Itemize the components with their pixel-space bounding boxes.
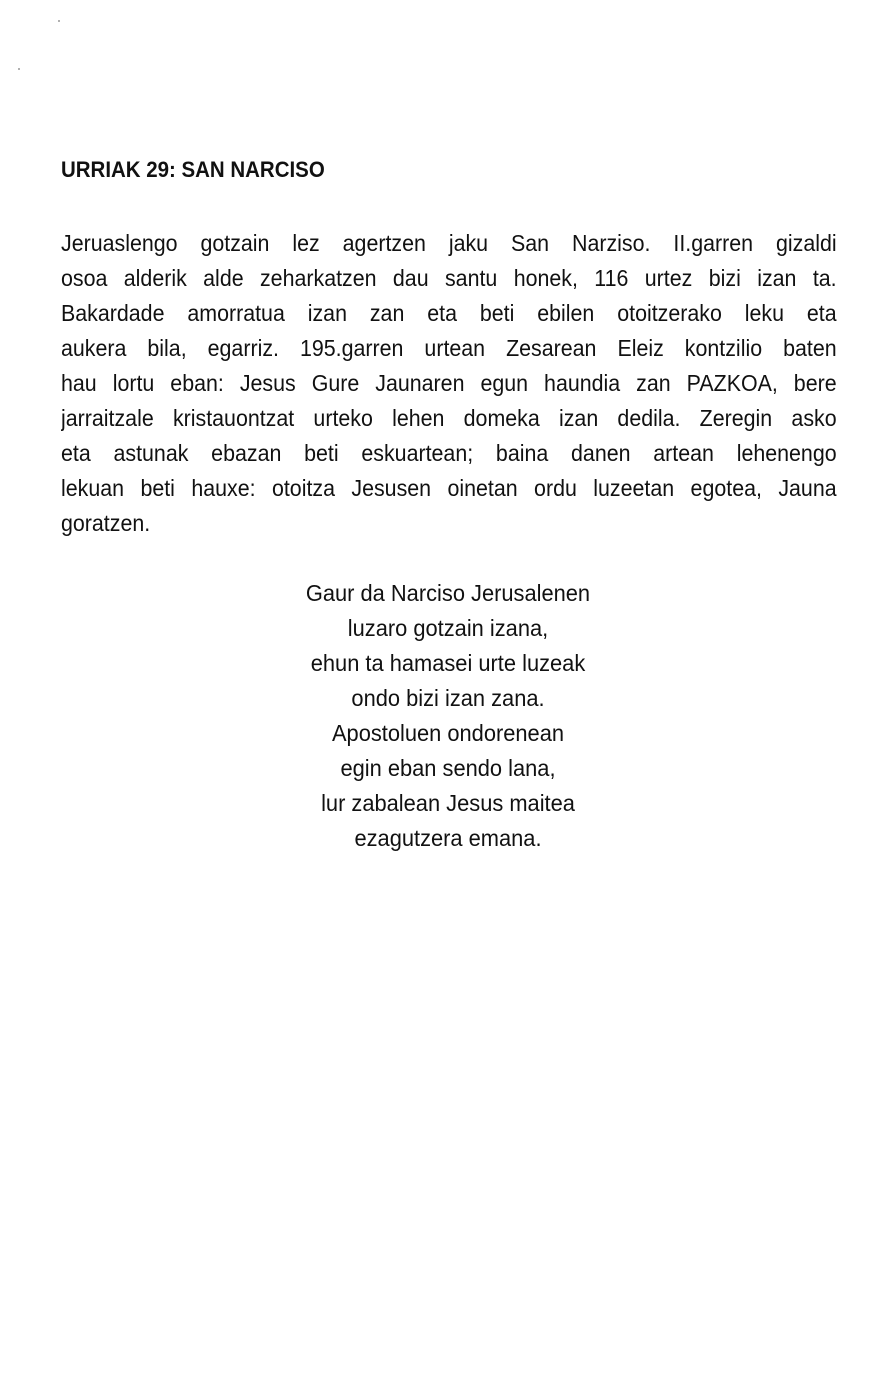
- paragraph-line: goratzen.: [61, 510, 151, 536]
- paragraph-line: osoa alderik alde zeharkatzen dau santu honek, 116 urtez bizi izan ta.: [61, 265, 837, 291]
- paragraph-line: hau lortu eban: Jesus Gure Jaunaren egun haundia zan PAZKOA, bere: [61, 370, 837, 396]
- poem-line: ezagutzera emana.: [354, 825, 542, 851]
- paragraph-line: Jeruaslengo gotzain lez agertzen jaku San Narziso. II.garren gizaldi: [61, 230, 837, 256]
- paragraph-line: eta astunak ebazan beti eskuartean; baina danen artean lehenengo: [61, 440, 837, 466]
- paragraph-line: Bakardade amorratua izan zan eta beti ebilen otoitzerako leku eta: [61, 300, 837, 326]
- poem-line: ondo bizi izan zana.: [351, 685, 545, 711]
- paragraph-line: lekuan beti hauxe: otoitza Jesusen oinetan ordu luzeetan egotea, Jauna: [61, 475, 837, 501]
- poem-line: egin eban sendo lana,: [340, 755, 556, 781]
- poem-line: ehun ta hamasei urte luzeak: [310, 650, 586, 676]
- paragraph-line: jarraitzale kristauontzat urteko lehen domeka izan dedila. Zeregin asko: [61, 405, 837, 431]
- poem-stanza: [248, 576, 648, 856]
- scan-speck: [18, 68, 20, 70]
- scan-speck: [58, 20, 60, 22]
- poem-line: Gaur da Narciso Jerusalenen: [305, 580, 591, 606]
- poem-line: lur zabalean Jesus maitea: [321, 790, 575, 816]
- page-title: URRIAK 29: SAN NARCISO: [61, 157, 325, 182]
- body-paragraph: [61, 226, 837, 541]
- poem-line: luzaro gotzain izana,: [347, 615, 549, 641]
- poem-line: Apostoluen ondorenean: [331, 720, 565, 746]
- paragraph-line: aukera bila, egarriz. 195.garren urtean Zesarean Eleiz kontzilio baten: [61, 335, 837, 361]
